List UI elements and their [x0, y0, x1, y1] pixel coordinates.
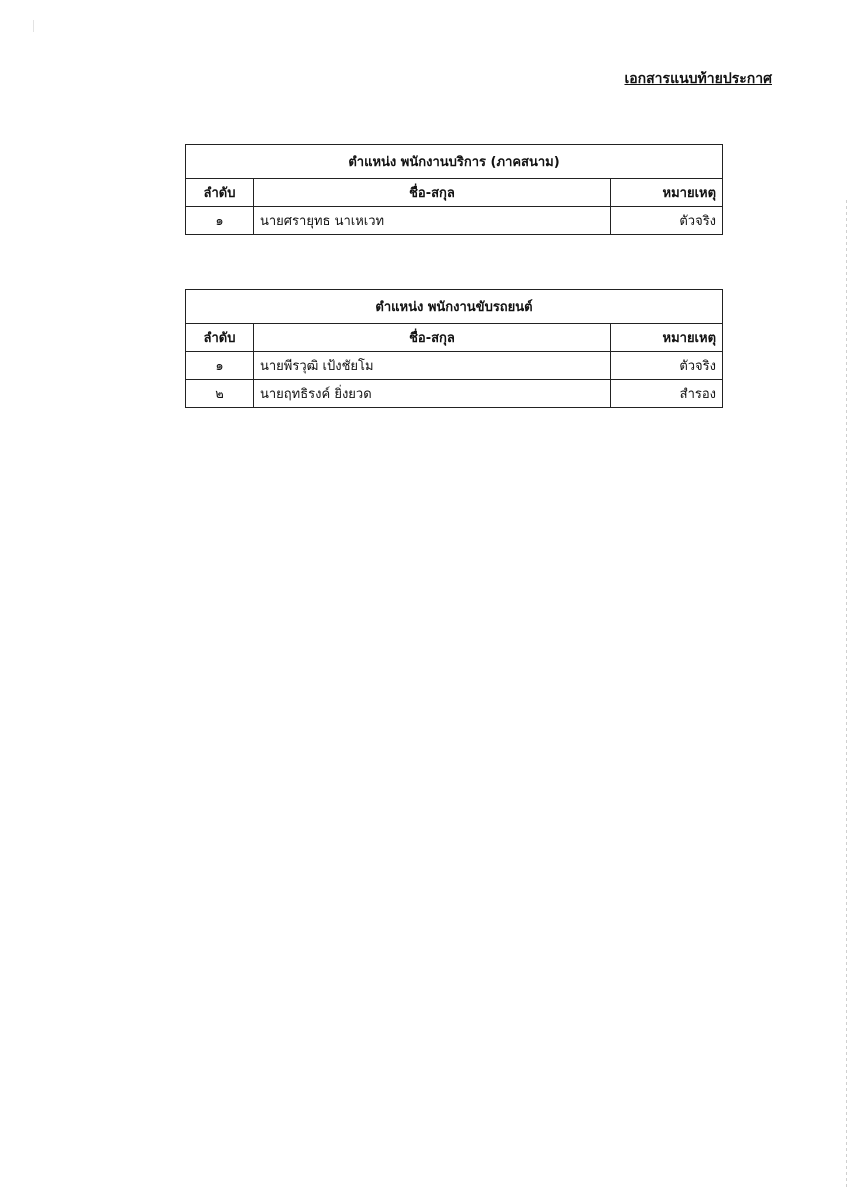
column-header-remark: หมายเหตุ — [611, 324, 723, 352]
scan-mark — [33, 20, 34, 32]
table-title: ตำแหน่ง พนักงานบริการ (ภาคสนาม) — [186, 145, 723, 179]
column-header-order: ลำดับ — [186, 179, 254, 207]
table-row — [186, 380, 723, 408]
row-remark: ตัวจริง — [611, 207, 723, 235]
attachment-header: เอกสารแนบท้ายประกาศ — [624, 71, 772, 87]
row-order: ๑ — [186, 207, 254, 235]
table-row — [186, 207, 723, 235]
row-name: นายศรายุทธ นาเหเวท — [254, 207, 611, 235]
scan-edge-artifact — [846, 200, 847, 1190]
row-remark: ตัวจริง — [611, 352, 723, 380]
row-name: นายพีรวุฒิ เป้งชัยโม — [254, 352, 611, 380]
table-row — [186, 352, 723, 380]
column-header-order: ลำดับ — [186, 324, 254, 352]
column-header-name: ชื่อ-สกุล — [254, 179, 611, 207]
row-name: นายฤทธิรงค์ ยิ่งยวด — [254, 380, 611, 408]
row-order: ๒ — [186, 380, 254, 408]
row-remark: สำรอง — [611, 380, 723, 408]
row-order: ๑ — [186, 352, 254, 380]
table-title: ตำแหน่ง พนักงานขับรถยนต์ — [186, 290, 723, 324]
roster-table-service-staff — [185, 144, 723, 235]
column-header-remark: หมายเหตุ — [611, 179, 723, 207]
roster-table-driver — [185, 289, 723, 408]
column-header-name: ชื่อ-สกุล — [254, 324, 611, 352]
